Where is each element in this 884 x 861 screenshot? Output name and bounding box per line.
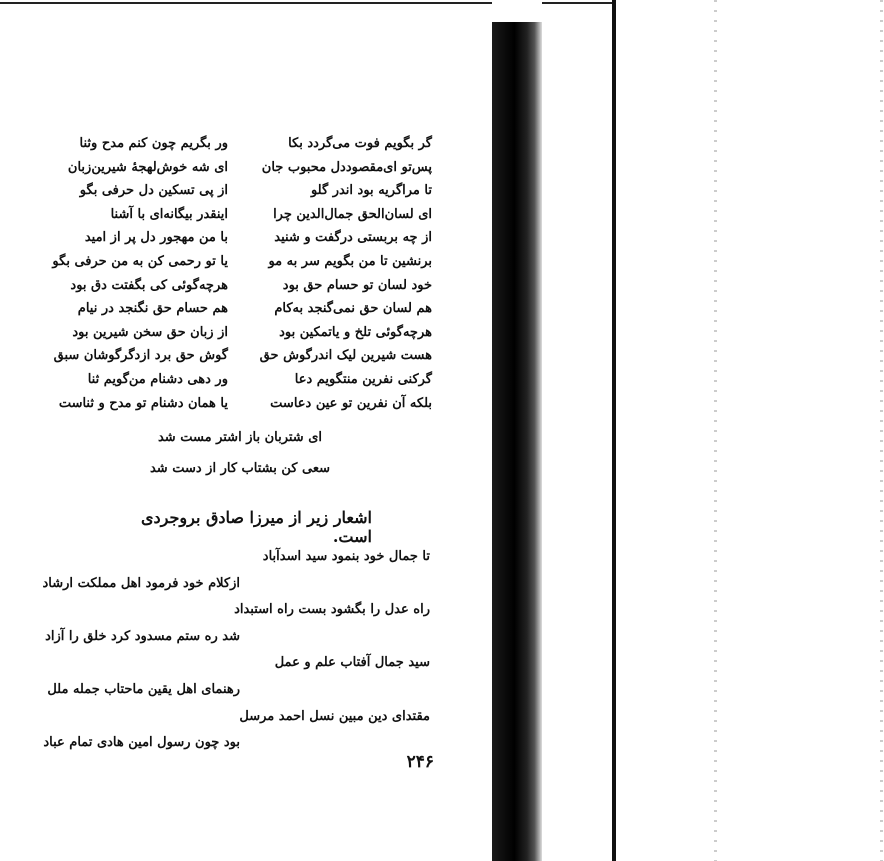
poem-line: راه عدل را بگشود بست راه استبداد	[234, 602, 430, 618]
couplet	[40, 392, 432, 416]
hemistich: ور بگریم چون کنم مدح وثنا	[79, 136, 228, 151]
page-number: ۲۴۶	[406, 752, 434, 772]
gutter-top-mask	[492, 0, 542, 22]
hemistich: هم لسان حق نمی‌گنجد به‌کام	[274, 301, 432, 317]
center-verse-line: ای شتربان باز اشتر مست شد	[157, 430, 323, 445]
couplet	[40, 274, 432, 298]
hemistich: یا تو رحمی کن به من حرفی بگو	[52, 253, 228, 269]
hemistich: هرچه‌گوئی تلخ و یاتمکین بود	[279, 324, 432, 340]
hemistich: هرچه‌گوئی کی بگفتت دق بود	[70, 277, 228, 293]
scan-margin	[616, 0, 884, 861]
hemistich: یا همان دشنام تو مدح و ثناست	[58, 395, 228, 411]
hemistich: هم حسام حق نگنجد در نیام	[77, 301, 228, 317]
couplet-block	[40, 132, 432, 415]
section-heading: اشعار زیر از میرزا صادق بروجردی است.	[141, 508, 372, 546]
hemistich: بلکه آن نفرین تو عین دعاست	[270, 395, 432, 411]
poem-line: بود چون رسول امین هادی تمام عباد	[43, 735, 240, 751]
couplet	[40, 179, 432, 203]
couplet	[40, 156, 432, 180]
scan-dots	[714, 0, 717, 861]
hemistich: از زبان حق سخن شیرین بود	[72, 324, 228, 340]
poem-block	[40, 544, 430, 757]
couplet	[40, 250, 432, 274]
hemistich: گوش حق برد ازدگرگوشان سبق	[53, 348, 228, 364]
poem-line: رهنمای اهل یقین ماحتاب جمله ملل	[47, 681, 240, 697]
poem-line: شد ره ستم مسدود کرد خلق را آزاد	[45, 628, 240, 644]
hemistich: از پی تسکین دل حرفی بگو	[79, 183, 228, 199]
hemistich: با من مهجور دل پر از امید	[84, 230, 228, 246]
hemistich: هست شیرین لیک اندرگوش حق	[259, 348, 432, 364]
poem-line: سید جمال آفتاب علم و عمل	[274, 655, 430, 671]
couplet	[40, 321, 432, 345]
poem-line: مقتدای دین مبین نسل احمد مرسل	[239, 708, 430, 724]
couplet	[40, 132, 432, 156]
binding-shadow	[492, 20, 542, 861]
poem-line: تا جمال خود بنمود سید اسدآباد	[262, 549, 430, 564]
couplet	[40, 226, 432, 250]
hemistich: خود لسان تو حسام حق بود	[282, 277, 432, 293]
poem-line: ازکلام خود فرمود اهل مملکت ارشاد	[42, 575, 240, 591]
hemistich: گرکنی نفرین منتگویم دعا	[294, 371, 432, 387]
hemistich: ای شه خوش‌لهجهٔ شیرین‌زبان	[67, 159, 228, 175]
couplet	[40, 344, 432, 368]
hemistich: پس‌تو ای‌مقصوددل محبوب جان	[261, 159, 432, 175]
scan-dots	[880, 0, 883, 861]
hemistich: ای لسان‌الحق جمال‌الدین چرا	[273, 206, 432, 222]
hemistich: ور دهی دشنام من‌گویم ثنا	[87, 371, 228, 387]
couplet	[40, 368, 432, 392]
couplet	[40, 297, 432, 321]
hemistich: اینقدر بیگانه‌ای با آشنا	[110, 206, 228, 222]
hemistich: تا مراگریه بود اندر گلو	[310, 183, 432, 199]
center-verse-line: سعی کن بشتاب کار از دست شد	[149, 461, 331, 476]
hemistich: برنشین تا من بگویم سر به مو	[268, 253, 432, 269]
couplet	[40, 203, 432, 227]
hemistich: گر بگویم فوت می‌گردد بکا	[288, 136, 432, 151]
hemistich: از چه بربستی درگفت و شنید	[274, 230, 432, 246]
